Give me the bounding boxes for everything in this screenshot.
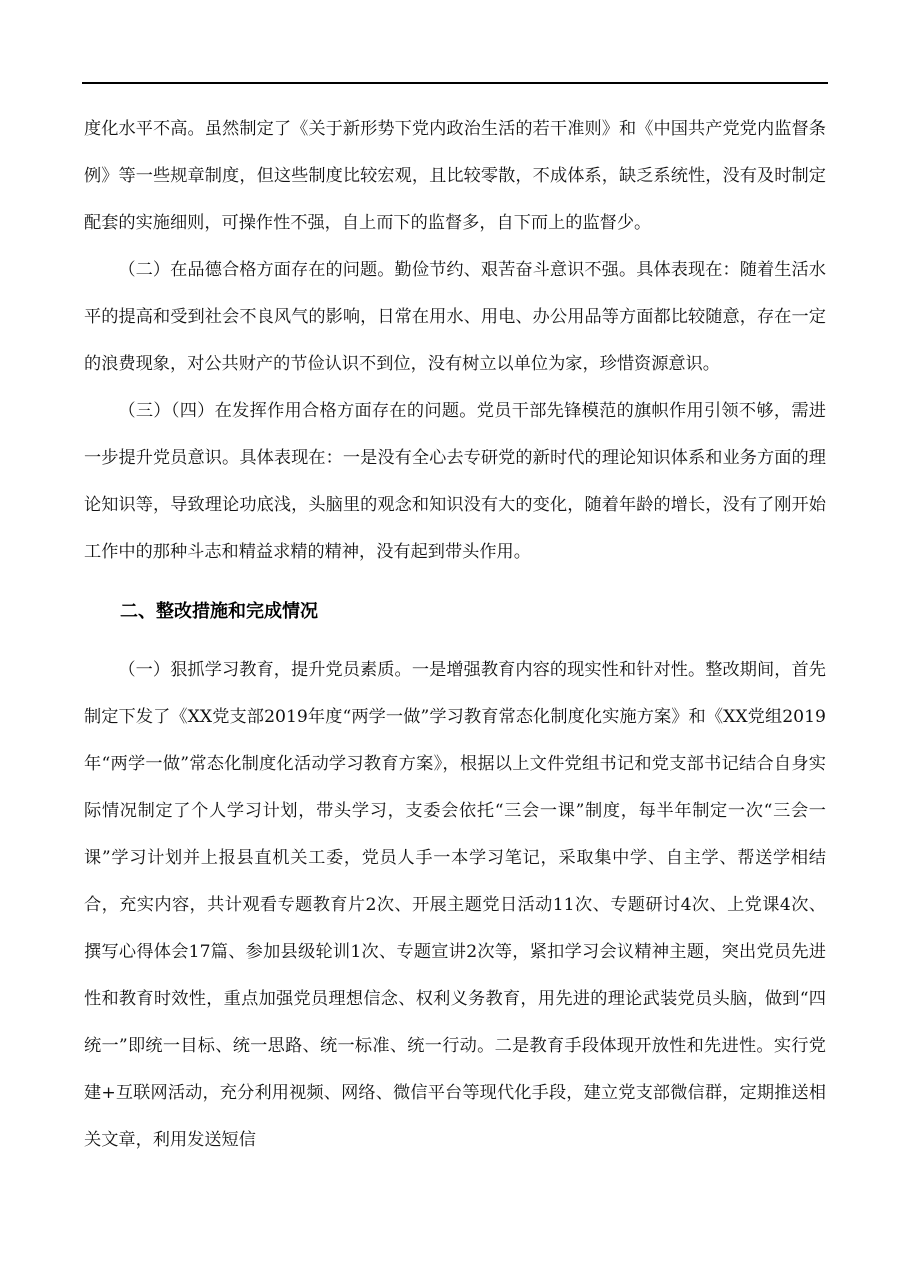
paragraph-rectification-study: （一）狠抓学习教育，提升党员素质。一是增强教育内容的现实性和针对性。整改期间，首先制定下发了《XX党支部2019年度“两学一做”学习教育常态化制度化实施方案》和《XX党组2019年“两学一做”常态化制度化活动学习教育方案》，根据以上文件党组书记和党支部书记结合自身实际情况制定了个人学习计划，带头学习，支委会依托“三会一课”制度，每半年制定一次“三会一课”学习计划并上报县直机关工委，党员人手一本学习笔记，采取集中学、自主学、帮送学相结合，充实内容，共计观看专题教育片2次、开展主题党日活动11次、专题研讨4次、上党课4次、撰写心得体会17篇、参加县级轮训1次、专题宣讲2次等，紧扣学习会议精神主题，突出党员先进性和教育时效性，重点加强党员理想信念、权利义务教育，用先进的理论武装党员头脑，做到“四统一”即统一目标、统一思路、统一标准、统一行动。二是教育手段体现开放性和先进性。实行党建+互联网活动，充分利用视频、网络、微信平台等现代化手段，建立党支部微信群，定期推送相关文章，利用发送短信: [84, 660, 826, 1150]
document-body: [84, 106, 826, 1164]
section-heading: 二、整改措施和完成情况: [120, 601, 318, 622]
paragraph-role-issues: （三）（四）在发挥作用合格方面存在的问题。党员干部先锋模范的旗帜作用引领不够，需进一步提升党员意识。具体表现在：一是没有全心去专研党的新时代的理论知识体系和业务方面的理论知识等，导致理论功底浅，头脑里的观念和知识没有大的变化，随着年龄的增长，没有了刚开始工作中的那种斗志和精益求精的精神，没有起到带头作用。: [84, 401, 826, 562]
header-rule: [82, 82, 828, 84]
paragraph-continuation: 度化水平不高。虽然制定了《关于新形势下党内政治生活的若干准则》和《中国共产党党内监督条例》等一些规章制度，但这些制度比较宏观，且比较零散，不成体系，缺乏系统性，没有及时制定配套的实施细则，可操作性不强，自上而下的监督多，自下而上的监督少。: [84, 119, 826, 233]
paragraph-moral-issues: （二）在品德合格方面存在的问题。勤俭节约、艰苦奋斗意识不强。具体表现在：随着生活水平的提高和受到社会不良风气的影响，日常在用水、用电、办公用品等方面都比较随意，存在一定的浪费现象，对公共财产的节俭认识不到位，没有树立以单位为家，珍惜资源意识。: [84, 260, 826, 374]
